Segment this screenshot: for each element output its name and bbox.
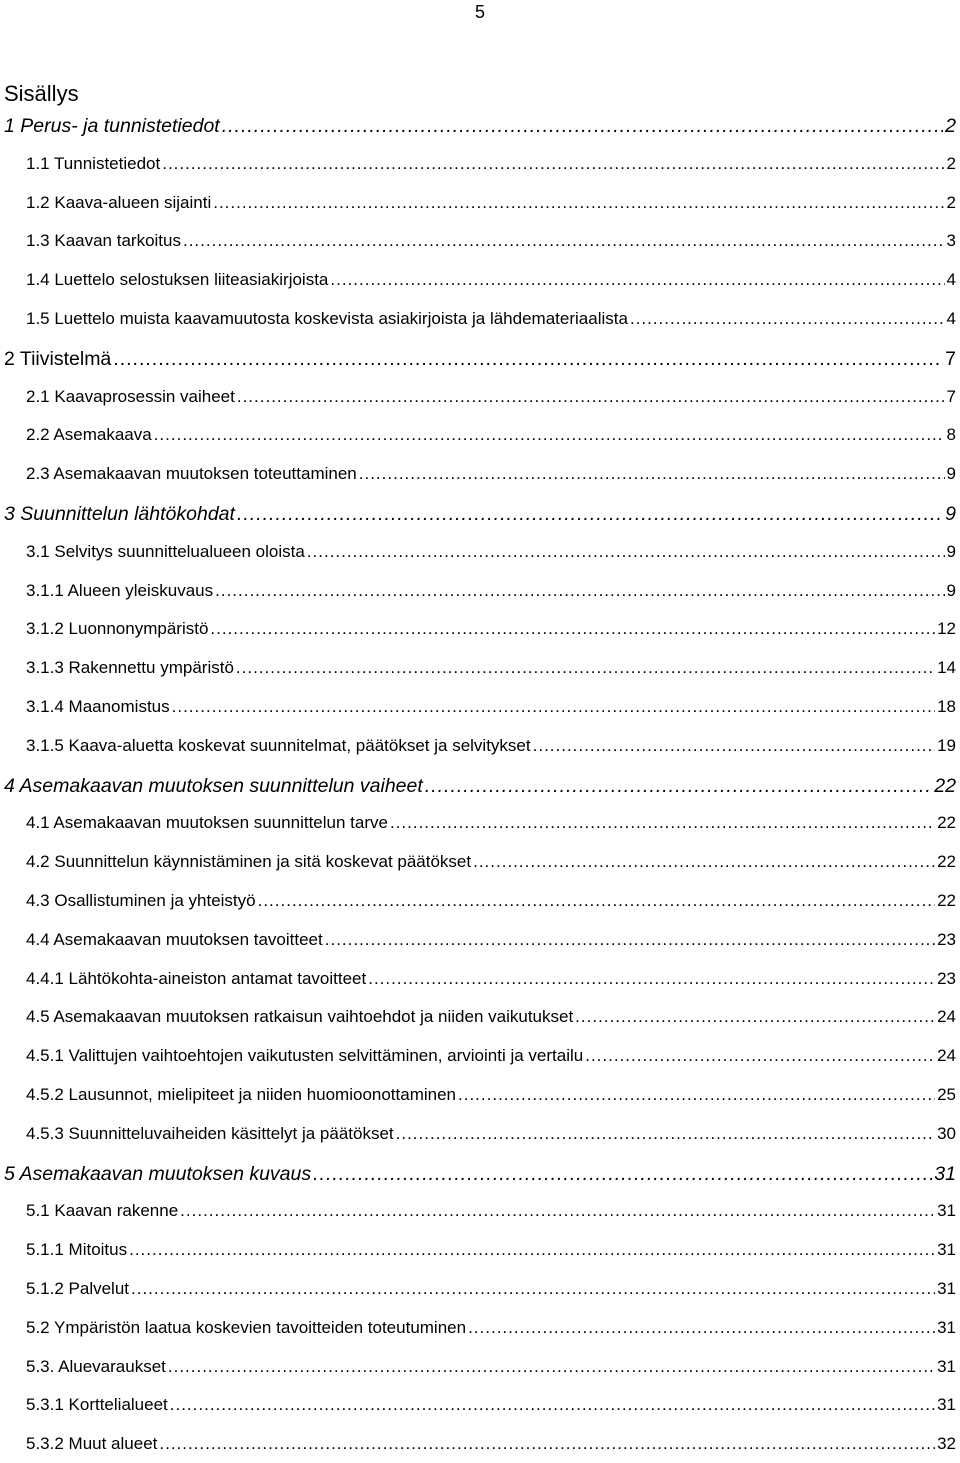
toc-dot-leader [396,1123,935,1145]
toc-entry-label: 2.3 Asemakaavan muutoksen toteuttaminen [26,464,357,484]
toc-entry-chapter[interactable] [4,114,956,138]
toc-dot-leader [159,1433,935,1455]
toc-entry[interactable] [26,735,956,757]
toc-dot-leader [575,1006,935,1028]
toc-dot-leader [172,696,935,718]
toc-entry-page: 19 [937,735,956,755]
toc-dot-leader [215,580,944,602]
toc-dot-leader [425,774,933,798]
toc-entry-label: 3.1.3 Rakennettu ympäristö [26,658,234,678]
toc-entry-page: 18 [937,697,956,716]
toc-entry-label: 2 Tiivistelmä [4,347,112,370]
toc-entry-label: 3.1.4 Maanomistus [26,697,170,716]
toc-entry[interactable] [26,1394,956,1416]
toc-entry-page: 2 [945,115,956,137]
toc-dot-leader [154,424,945,446]
toc-entry-page: 31 [937,1279,956,1298]
toc-entry-page: 22 [937,891,956,910]
toc-entry[interactable] [26,929,956,951]
toc-entry[interactable] [26,657,956,679]
toc-entry-page: 7 [946,386,956,406]
toc-entry-label: 1.1 Tunnistetiedot [26,153,161,173]
toc-dot-leader [468,1317,935,1339]
toc-entry-label: 4.4 Asemakaavan muutoksen tavoitteet [26,929,323,949]
toc-entry-label: 1.5 Luettelo muista kaavamuutosta koskevista asiakirjoista ja lähdemateriaalista [26,309,628,328]
toc-entry-label: 4.1 Asemakaavan muutoksen suunnittelun tarve [26,813,388,833]
toc-entry[interactable] [26,1239,956,1261]
toc-entry-label: 5.3. Aluevaraukset [26,1356,166,1376]
toc-entry[interactable] [26,463,956,485]
toc-entry-page: 4 [946,309,956,328]
toc-entry-page: 22 [934,774,956,797]
toc-dot-leader [162,153,944,175]
toc-entry-label: 3.1 Selvitys suunnittelualueen oloista [26,541,305,561]
toc-entry-label: 4.5.1 Valittujen vaihtoehtojen vaikutusten selvittäminen, arviointi ja vertailu [26,1046,584,1066]
toc-dot-leader [307,541,945,563]
toc-entry-label: 5.2 Ympäristön laatua koskevien tavoitteiden toteutuminen [26,1317,467,1337]
toc-entry[interactable] [26,812,956,834]
toc-dot-leader [180,1200,935,1222]
toc-entry[interactable] [26,580,956,602]
toc-dot-leader [210,618,935,640]
toc-entry-label: 3.1.1 Alueen yleiskuvaus [26,580,214,600]
toc-entry[interactable] [26,1356,956,1378]
toc-dot-leader [222,114,943,138]
toc-dot-leader [183,230,945,252]
toc-dot-leader [359,463,945,485]
toc-entry-page: 23 [937,968,956,988]
toc-entry[interactable] [26,1200,956,1222]
toc-dot-leader [168,1356,935,1378]
toc-entry-page: 23 [937,929,956,949]
toc-entry[interactable] [26,890,956,912]
toc-entry-label: 1.4 Luettelo selostuksen liiteasiakirjoista [26,270,329,290]
toc-dot-leader [237,386,945,408]
toc-entry-label: 4.3 Osallistuminen ja yhteistyö [26,891,256,910]
toc-entry-label: 5.1.1 Mitoitus [26,1240,128,1260]
toc-entry[interactable] [26,696,956,718]
toc-entry-page: 2 [946,192,956,212]
toc-entry-label: 4 Asemakaavan muutoksen suunnittelun vaiheet [4,774,423,797]
toc-entry-label: 5 Asemakaavan muutoksen kuvaus [4,1162,312,1185]
toc-entry-page: 9 [945,503,956,525]
toc-title: Sisällys [4,81,79,106]
toc-entry-label: 3.1.5 Kaava-aluetta koskevat suunnitelmat, päätökset ja selvitykset [26,735,531,755]
toc-entry-page: 9 [946,464,956,484]
toc-entry[interactable] [26,1278,956,1300]
toc-entry-page: 31 [937,1240,956,1260]
toc-entry-label: 5.3.2 Muut alueet [26,1434,158,1454]
toc-entry-label: 2.1 Kaavaprosessin vaiheet [26,386,235,406]
toc-entry-page: 31 [937,1395,956,1415]
toc-entry-label: 2.2 Asemakaava [26,425,152,445]
toc-entry-label: 4.5.2 Lausunnot, mielipiteet ja niiden huomioonottaminen [26,1085,457,1104]
toc-entry-page: 2 [946,153,956,173]
toc-entry-label: 5.3.1 Korttelialueet [26,1395,168,1415]
toc-entry-page: 14 [937,658,956,678]
toc-entry[interactable] [26,424,956,446]
toc-entry-chapter[interactable] [4,502,956,526]
toc-entry-page: 25 [937,1085,956,1104]
toc-entry[interactable] [26,269,956,291]
toc-dot-leader [330,269,944,291]
toc-entry-page: 24 [937,1046,956,1066]
toc-entry-page: 9 [946,580,956,600]
toc-entry-page: 3 [946,231,956,251]
toc-entry-page: 22 [937,852,956,872]
toc-entry[interactable] [26,541,956,563]
toc-entry-page: 12 [937,619,956,639]
toc-entry-page: 31 [937,1356,956,1376]
toc-entry-label: 4.5.3 Suunnitteluvaiheiden käsittelyt ja päätökset [26,1123,394,1143]
toc-entry-page: 24 [937,1007,956,1027]
toc-dot-leader [368,968,935,990]
toc-entry-label: 1.2 Kaava-alueen sijainti [26,192,212,212]
toc-dot-leader [585,1045,935,1067]
toc-entry[interactable] [26,618,956,640]
toc-dot-leader [236,657,935,679]
toc-entry-label: 1.3 Kaavan tarkoitus [26,231,181,251]
toc-entry[interactable] [26,1006,956,1028]
toc-dot-leader [258,890,935,912]
toc-entry[interactable] [26,192,956,214]
toc-entry-page: 32 [937,1434,956,1454]
toc-entry-label: 4.5 Asemakaavan muutoksen ratkaisun vaihtoehdot ja niiden vaikutukset [26,1007,574,1027]
toc-entry[interactable] [26,851,956,873]
toc-entry-page: 31 [937,1317,956,1337]
toc-entry-page: 4 [946,270,956,290]
toc-entry[interactable] [26,1123,956,1145]
toc-dot-leader [129,1239,935,1261]
toc-entry-chapter[interactable] [4,1162,956,1186]
toc-entry-page: 22 [937,813,956,833]
toc-dot-leader [630,308,945,330]
toc-entry[interactable] [26,968,956,990]
toc-entry-label: 5.1 Kaavan rakenne [26,1201,179,1221]
toc-entry-label: 4.2 Suunnittelun käynnistäminen ja sitä koskevat päätökset [26,852,472,872]
toc-entry-page: 7 [945,347,956,370]
toc-dot-leader [325,929,935,951]
toc-entry[interactable] [26,230,956,252]
toc-entry[interactable] [26,1317,956,1339]
toc-dot-leader [458,1084,935,1106]
toc-entry-label: 5.1.2 Palvelut [26,1279,130,1298]
toc-entry-label: 4.4.1 Lähtökohta-aineiston antamat tavoitteet [26,968,367,988]
toc-entry[interactable] [26,1084,956,1106]
toc-dot-leader [473,851,935,873]
toc-entry-page: 9 [946,541,956,561]
toc-entry-page: 31 [937,1201,956,1221]
toc-entry-page: 31 [934,1162,956,1185]
toc-entry-label: 3.1.2 Luonnonympäristö [26,619,209,639]
toc-entry[interactable] [26,308,956,330]
toc-dot-leader [237,502,943,526]
toc-entry-chapter[interactable] [4,347,956,371]
toc-dot-leader [313,1162,932,1186]
toc-dot-leader [131,1278,935,1300]
toc-entry-chapter[interactable] [4,774,956,798]
toc-dot-leader [390,812,935,834]
toc-entry-page: 8 [946,425,956,445]
toc-dot-leader [113,347,943,371]
toc-dot-leader [533,735,935,757]
toc-entry-page: 30 [937,1123,956,1143]
toc-entry[interactable] [26,153,956,175]
toc-entry[interactable] [26,1433,956,1455]
page-number: 5 [474,2,485,22]
toc-entry[interactable] [26,386,956,408]
toc-dot-leader [170,1394,935,1416]
toc-entry-label: 1 Perus- ja tunnistetiedot [4,115,220,137]
toc-entry-label: 3 Suunnittelun lähtökohdat [4,503,235,525]
toc-dot-leader [213,192,944,214]
toc-entry[interactable] [26,1045,956,1067]
